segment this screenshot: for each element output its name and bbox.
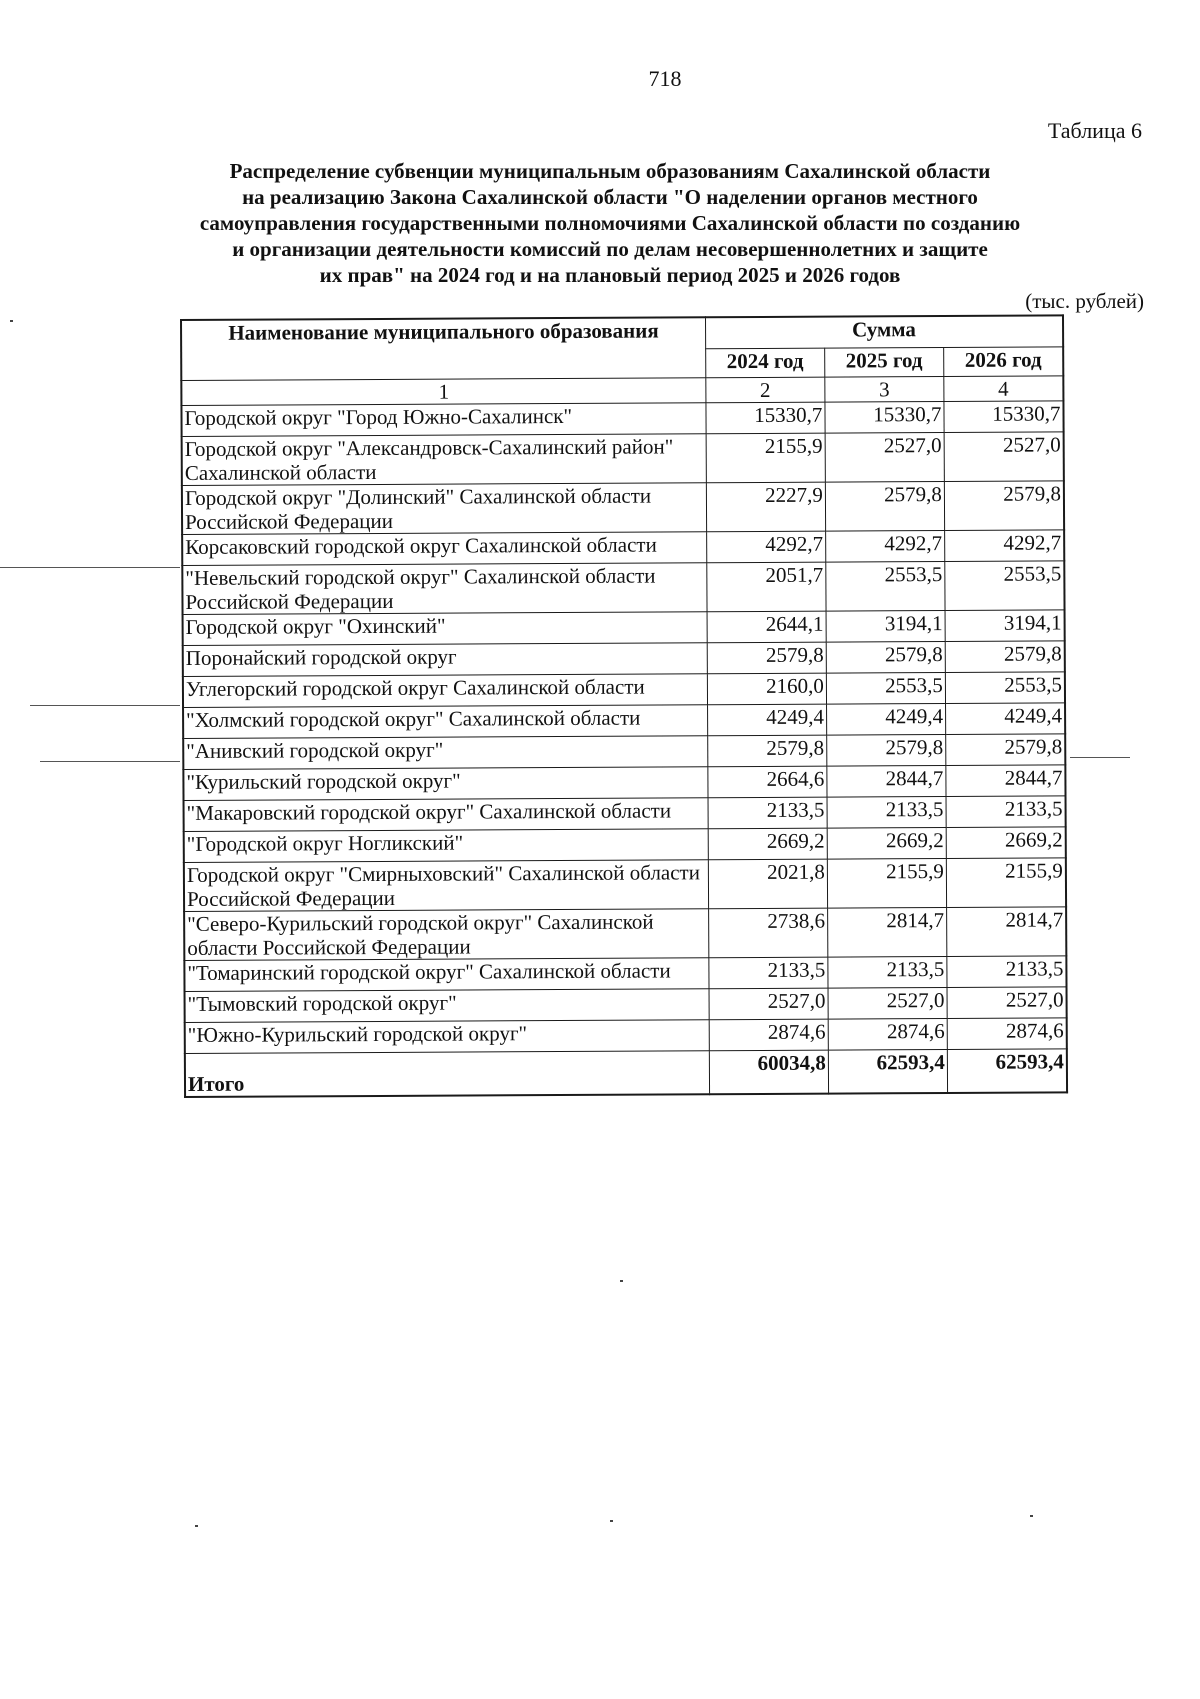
amount-2025: 2527,0 bbox=[828, 987, 947, 1019]
amount-2025: 2814,7 bbox=[827, 907, 946, 957]
table-row bbox=[182, 432, 1064, 486]
municipality-name: Городской округ "Смирныховский" Сахалинской области Российской Федерации bbox=[184, 860, 709, 912]
amount-2024: 2579,8 bbox=[708, 735, 827, 767]
scan-line-artifact bbox=[40, 761, 180, 762]
amount-2026: 2553,5 bbox=[945, 561, 1065, 611]
municipality-name: "Холмский городской округ" Сахалинской области bbox=[183, 705, 707, 739]
table-row bbox=[184, 796, 1066, 832]
table-row bbox=[182, 530, 1064, 566]
scan-speck bbox=[610, 1520, 613, 1522]
amount-2025: 2874,6 bbox=[828, 1018, 947, 1050]
table-row bbox=[183, 765, 1065, 801]
amount-2026: 2133,5 bbox=[947, 956, 1067, 988]
municipality-name: Корсаковский городской округ Сахалинской области bbox=[182, 532, 706, 566]
amount-2024: 2579,8 bbox=[707, 642, 826, 674]
title-line: и организации деятельности комиссий по делам несовершеннолетних и защите bbox=[232, 237, 988, 261]
amount-2024: 2160,0 bbox=[707, 673, 826, 705]
amount-2024: 2227,9 bbox=[706, 482, 825, 532]
amount-2024: 2644,1 bbox=[707, 611, 826, 643]
scan-speck bbox=[620, 1280, 623, 1282]
document-title bbox=[170, 158, 1050, 288]
page-number: 718 bbox=[648, 66, 682, 91]
amount-2024: 2669,2 bbox=[708, 828, 827, 860]
amount-2025: 2844,7 bbox=[827, 765, 946, 797]
amount-2026: 2579,8 bbox=[945, 641, 1065, 673]
amount-2025: 2579,8 bbox=[826, 641, 945, 673]
amount-2025: 2133,5 bbox=[828, 956, 947, 988]
scan-speck bbox=[1030, 1515, 1033, 1517]
amount-2025: 62593,4 bbox=[828, 1049, 947, 1093]
municipality-name: Городской округ "Охинский" bbox=[183, 612, 707, 646]
title-line: самоуправления государственными полномочиями Сахалинской области по созданию bbox=[199, 211, 1021, 235]
amount-2026: 2669,2 bbox=[946, 827, 1066, 859]
amount-2026: 2579,8 bbox=[946, 734, 1066, 766]
title-line: их прав" на 2024 год и на плановый период 2025 и 2026 годов bbox=[319, 263, 901, 287]
column-number: 3 bbox=[825, 377, 944, 403]
column-header-2025: 2025 год bbox=[825, 348, 944, 378]
amount-2026: 2814,7 bbox=[947, 907, 1067, 957]
amount-2024: 60034,8 bbox=[709, 1050, 828, 1094]
title-line: на реализацию Закона Сахалинской области "О наделении органов местного bbox=[242, 185, 978, 209]
table-row bbox=[183, 672, 1065, 708]
municipality-name: "Городской округ Ногликский" bbox=[184, 829, 708, 863]
amount-2026: 4292,7 bbox=[945, 530, 1065, 562]
amount-2026: 2527,0 bbox=[947, 987, 1067, 1019]
amount-2024: 2527,0 bbox=[709, 988, 828, 1020]
amount-2026: 2874,6 bbox=[947, 1018, 1067, 1050]
table-row bbox=[181, 401, 1063, 437]
amount-2025: 2155,9 bbox=[827, 858, 946, 908]
scan-speck bbox=[195, 1525, 198, 1527]
amount-2026: 2133,5 bbox=[946, 796, 1066, 828]
table-row bbox=[185, 1018, 1067, 1054]
amount-2024: 2133,5 bbox=[708, 797, 827, 829]
amount-2026: 3194,1 bbox=[945, 610, 1065, 642]
total-row bbox=[185, 1049, 1067, 1097]
amount-2024: 4249,4 bbox=[707, 704, 826, 736]
amount-2026: 2155,9 bbox=[946, 858, 1066, 908]
title-line: Распределение субвенции муниципальным образованиям Сахалинской области bbox=[229, 159, 991, 183]
amount-2024: 2021,8 bbox=[708, 859, 827, 909]
amount-2024: 4292,7 bbox=[706, 531, 825, 563]
scan-line-artifact bbox=[30, 705, 180, 706]
amount-2025: 2133,5 bbox=[827, 796, 946, 828]
amount-2026: 62593,4 bbox=[947, 1049, 1067, 1093]
amount-2024: 15330,7 bbox=[706, 402, 825, 434]
column-number: 1 bbox=[181, 378, 705, 406]
allocation-table bbox=[180, 314, 1068, 1098]
table-row bbox=[185, 987, 1067, 1023]
column-number: 2 bbox=[706, 377, 825, 403]
column-header-2024: 2024 год bbox=[706, 348, 825, 378]
municipality-name: "Макаровский городской округ" Сахалинской области bbox=[184, 798, 708, 832]
municipality-name: Поронайский городской округ bbox=[183, 643, 707, 677]
municipality-name: Углегорский городской округ Сахалинской области bbox=[183, 674, 707, 708]
amount-2025: 2669,2 bbox=[827, 827, 946, 859]
table-row bbox=[183, 610, 1065, 646]
amount-2025: 2579,8 bbox=[827, 734, 946, 766]
table-row bbox=[182, 481, 1064, 535]
table-row bbox=[184, 858, 1066, 912]
table-row bbox=[182, 561, 1064, 615]
amount-2024: 2738,6 bbox=[708, 908, 827, 958]
municipality-name: Городской округ "Долинский" Сахалинской области Российской Федерации bbox=[182, 483, 707, 535]
table-label: Таблица 6 bbox=[1047, 118, 1142, 143]
column-header-2026: 2026 год bbox=[944, 347, 1064, 377]
amount-2024: 2051,7 bbox=[707, 562, 826, 612]
table-row bbox=[184, 907, 1066, 961]
amount-2024: 2664,6 bbox=[708, 766, 827, 798]
municipality-name: "Северо-Курильский городской округ" Сахалинской области Российской Федерации bbox=[184, 909, 709, 961]
amount-2025: 2527,0 bbox=[825, 433, 944, 483]
table-row bbox=[183, 641, 1065, 677]
municipality-name: "Тымовский городской округ" bbox=[185, 989, 709, 1023]
municipality-name: "Томаринский городской округ" Сахалинской области bbox=[184, 958, 708, 992]
column-header-name: Наименование муниципального образования bbox=[181, 317, 706, 380]
amount-2024: 2133,5 bbox=[709, 957, 828, 989]
amount-2025: 15330,7 bbox=[825, 402, 944, 434]
amount-2026: 2579,8 bbox=[944, 481, 1064, 531]
scan-line-artifact bbox=[0, 567, 180, 568]
units-label: (тыс. рублей) bbox=[1025, 289, 1144, 313]
amount-2026: 2844,7 bbox=[946, 765, 1066, 797]
amount-2025: 3194,1 bbox=[826, 610, 945, 642]
column-header-sum: Сумма bbox=[705, 315, 1063, 348]
amount-2025: 2553,5 bbox=[826, 672, 945, 704]
municipality-name: "Невельский городской округ" Сахалинской области Российской Федерации bbox=[182, 563, 707, 615]
amount-2025: 4249,4 bbox=[826, 703, 945, 735]
amount-2025: 2579,8 bbox=[825, 482, 944, 532]
total-label: Итого bbox=[185, 1051, 710, 1097]
amount-2025: 2553,5 bbox=[826, 561, 945, 611]
amount-2026: 4249,4 bbox=[945, 703, 1065, 735]
scan-speck bbox=[10, 320, 13, 322]
table-row bbox=[183, 734, 1065, 770]
municipality-name: Городской округ "Александровск-Сахалинский район" Сахалинской области bbox=[182, 434, 707, 486]
amount-2024: 2874,6 bbox=[709, 1019, 828, 1051]
column-number: 4 bbox=[944, 376, 1064, 402]
amount-2026: 15330,7 bbox=[944, 401, 1064, 433]
amount-2026: 2527,0 bbox=[944, 432, 1064, 482]
amount-2026: 2553,5 bbox=[945, 672, 1065, 704]
municipality-name: "Курильский городской округ" bbox=[183, 767, 707, 801]
scan-line-artifact bbox=[1070, 757, 1130, 758]
amount-2024: 2155,9 bbox=[706, 433, 825, 483]
table-row bbox=[184, 827, 1066, 863]
municipality-name: "Южно-Курильский городской округ" bbox=[185, 1020, 709, 1054]
table-row bbox=[184, 956, 1066, 992]
municipality-name: Городской округ "Город Южно-Сахалинск" bbox=[181, 403, 705, 437]
amount-2025: 4292,7 bbox=[826, 530, 945, 562]
municipality-name: "Анивский городской округ" bbox=[183, 736, 707, 770]
table-row bbox=[183, 703, 1065, 739]
